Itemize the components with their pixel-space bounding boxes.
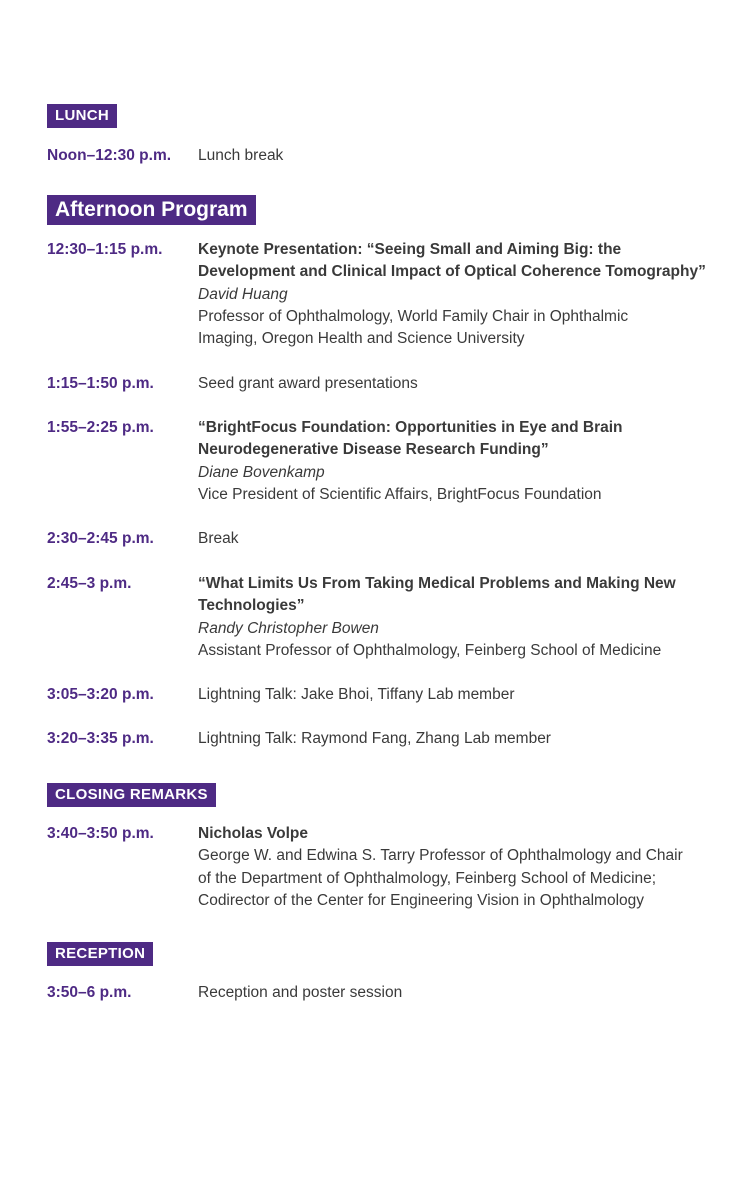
time-label: 3:05–3:20 p.m. [47,686,154,703]
speaker-role-line: of the Department of Ophthalmology, Feinberg School of Medicine; [198,869,657,887]
session-title-line: Technologies” [198,597,305,615]
speaker-role-line: Professor of Ophthalmology, World Family Chair in Ophthalmic [198,307,629,325]
session-description: Reception and poster session [198,984,403,1001]
time-label: 1:15–1:50 p.m. [47,375,154,392]
session-description: Lunch break [198,147,284,164]
section-label-lunch: LUNCH [47,104,117,128]
session-title-line: “What Limits Us From Taking Medical Problems and Making New [198,575,676,592]
speaker-name: David Huang [198,285,288,303]
session-description [198,417,718,506]
session-title-line: “BrightFocus Foundation: Opportunities in Eye and Brain [198,419,623,436]
speaker-role: Assistant Professor of Ophthalmology, Feinberg School of Medicine [198,641,662,659]
time-label: 12:30–1:15 p.m. [47,241,163,258]
time-label: 1:55–2:25 p.m. [47,419,154,436]
speaker-role-line: George W. and Edwina S. Tarry Professor of Ophthalmology and Chair [198,847,683,865]
session-description: Lightning Talk: Raymond Fang, Zhang Lab member [198,730,551,747]
section-label-closing-remarks: CLOSING REMARKS [47,783,216,807]
session-title-line: Neurodegenerative Disease Research Funding” [198,441,549,459]
speaker-name: Diane Bovenkamp [198,463,325,481]
session-description: Seed grant award presentations [198,375,418,392]
time-label: 3:40–3:50 p.m. [47,825,154,842]
session-description [198,573,718,662]
section-label-afternoon-program: Afternoon Program [47,195,256,225]
session-title-line: Keynote Presentation: “Seeing Small and Aiming Big: the [198,241,622,258]
section-label-reception: RECEPTION [47,942,153,966]
speaker-role: Vice President of Scientific Affairs, BrightFocus Foundation [198,485,602,503]
session-title-line: Development and Clinical Impact of Optical Coherence Tomography” [198,263,706,281]
session-description [198,823,718,912]
speaker-role-line: Codirector of the Center for Engineering Vision in Ophthalmology [198,891,645,909]
speaker-name: Nicholas Volpe [198,825,308,842]
speaker-role-line: Imaging, Oregon Health and Science University [198,330,525,348]
time-label: Noon–12:30 p.m. [47,147,172,164]
time-label: 2:30–2:45 p.m. [47,530,154,547]
time-label: 3:20–3:35 p.m. [47,730,154,747]
time-label: 3:50–6 p.m. [47,984,132,1001]
session-description: Lightning Talk: Jake Bhoi, Tiffany Lab member [198,686,515,703]
session-description: Break [198,530,239,547]
speaker-name: Randy Christopher Bowen [198,619,379,637]
time-label: 2:45–3 p.m. [47,575,132,592]
session-description [198,239,718,350]
